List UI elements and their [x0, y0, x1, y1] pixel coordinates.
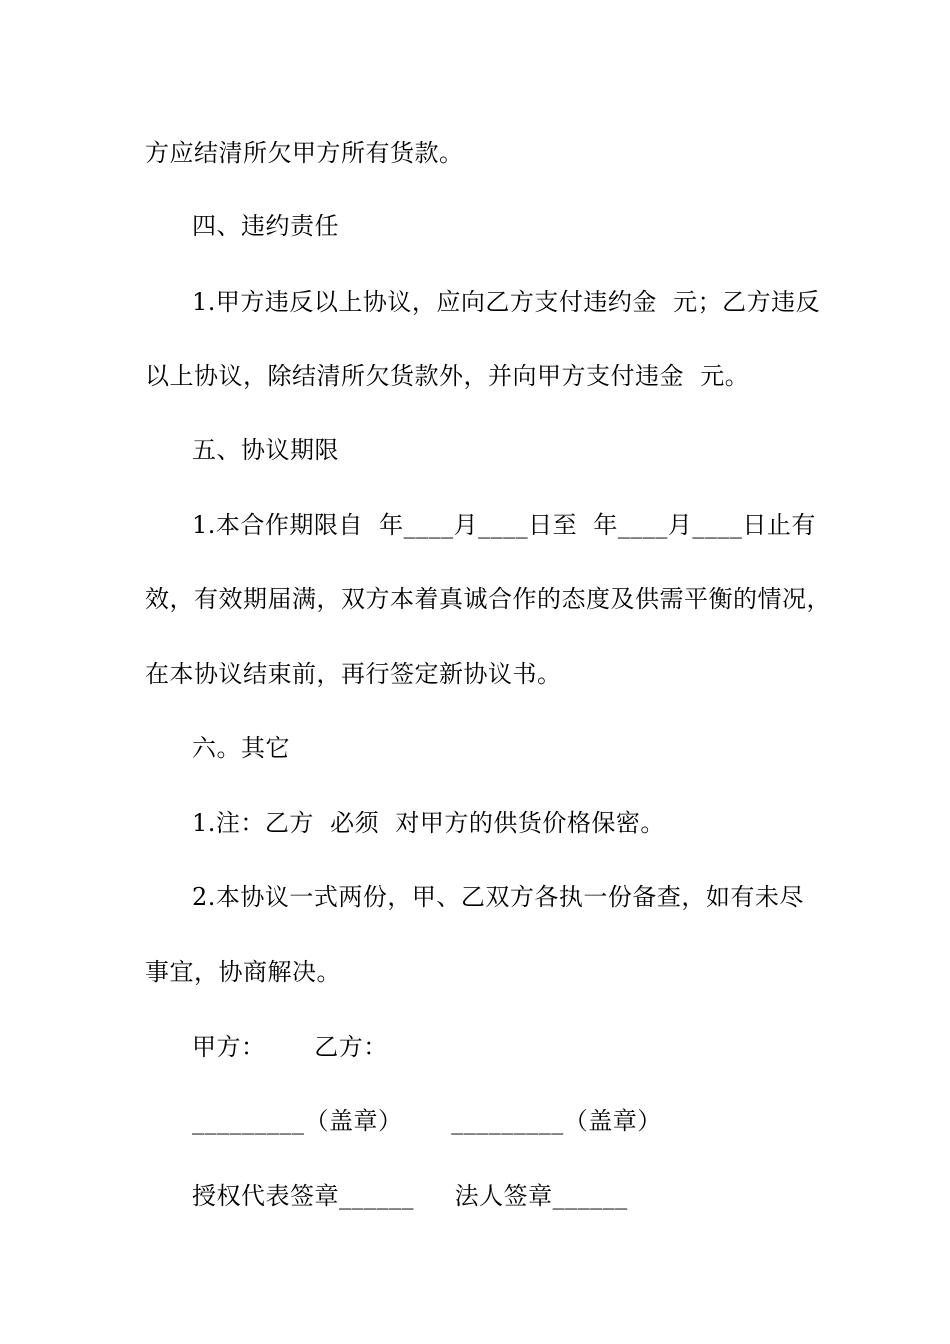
- paragraph-line: 1.本合作期限自 年____月____日至 年____月____日止有: [192, 511, 816, 539]
- section-heading: 四、违约责任: [192, 212, 339, 240]
- signature-sign-line: 授权代表签章______ 法人签章______: [192, 1182, 628, 1210]
- section-heading: 六。其它: [192, 734, 290, 762]
- paragraph-line: 2.本协议一式两份，甲、乙双方各执一份备查，如有未尽: [192, 883, 804, 911]
- paragraph-line: 以上协议，除结清所欠货款外，并向甲方支付违金 元。: [145, 362, 750, 390]
- paragraph-line: 事宜，协商解决。: [145, 958, 341, 986]
- paragraph-line: 1.注：乙方 必须 对甲方的供货价格保密。: [192, 809, 665, 837]
- section-heading: 五、协议期限: [192, 436, 339, 464]
- signature-seal-line: _________（盖章） _________（盖章）: [192, 1107, 662, 1135]
- paragraph-line: 方应结清所欠甲方所有货款。: [145, 139, 464, 167]
- signature-parties-line: 甲方： 乙方：: [192, 1033, 388, 1061]
- paragraph-line: 在本协议结束前，再行签定新协议书。: [145, 660, 562, 688]
- paragraph-line: 效，有效期届满，双方本着真诚合作的态度及供需平衡的情况，: [145, 585, 831, 613]
- paragraph-line: 1.甲方违反以上协议，应向乙方支付违约金 元；乙方违反: [192, 288, 821, 316]
